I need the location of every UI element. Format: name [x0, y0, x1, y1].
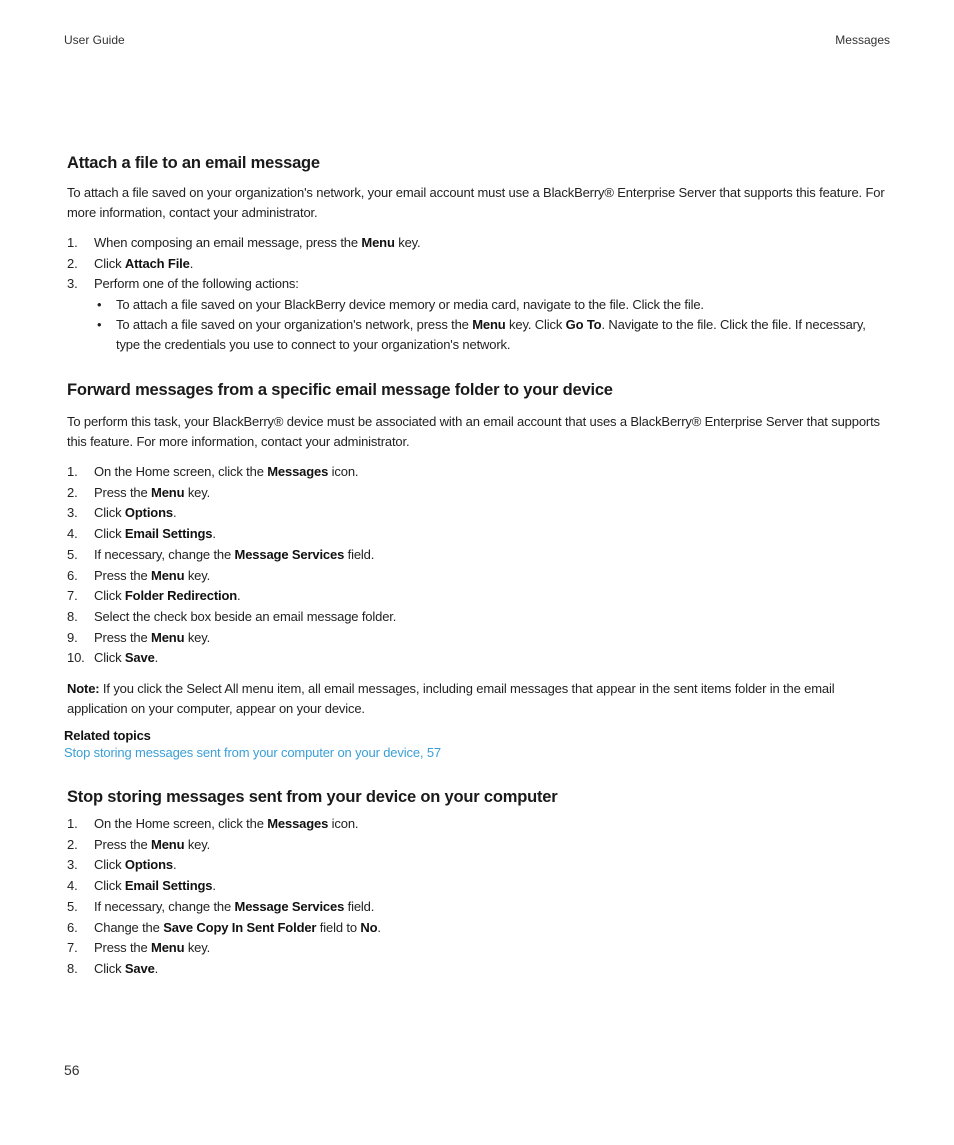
step-item: 6. Change the Save Copy In Sent Folder field to No.: [67, 919, 381, 935]
step-item: 5. If necessary, change the Message Services field.: [67, 898, 375, 914]
step-item: 3. Perform one of the following actions: • To attach a file saved on your BlackBerry device memory or media card, navigate to the file. Click the file. • To attach a file saved on your organization's network, press the Menu key. Click Go To. Navigate to the file. Click the file. If necessary, type the credentials you use to connect to your organization's network.: [67, 274, 893, 355]
step-item: 8. Select the check box beside an email message folder.: [67, 608, 397, 624]
step-item: 10. Click Save.: [67, 650, 159, 666]
sub-action-item: • To attach a file saved on your BlackBerry device memory or media card, navigate to the file. Click the file.: [97, 297, 704, 313]
step-item: 2. Press the Menu key.: [67, 484, 211, 500]
note-label: Note:: [67, 681, 100, 697]
related-topics: [64, 728, 441, 762]
step-item: 8. Click Save.: [67, 960, 159, 976]
section-stop-storing: [67, 788, 893, 980]
section-attach-file: [67, 154, 893, 355]
header-doc-title: User Guide: [64, 33, 125, 47]
step-item: 3. Click Options.: [67, 505, 177, 521]
section-heading: Stop storing messages sent from your device on your computer: [67, 788, 558, 806]
steps-list: [67, 462, 893, 669]
step-item: 3. Click Options.: [67, 857, 177, 873]
section-heading: Attach a file to an email message: [67, 154, 320, 172]
step-item: 7. Press the Menu key.: [67, 940, 211, 956]
step-item: 2. Press the Menu key.: [67, 836, 211, 852]
note-paragraph: Note: If you click the Select All menu item, all email messages, including email messages that appear in the sent items folder in the email application on your computer, appear on your device.: [67, 681, 835, 716]
step-item: 1. On the Home screen, click the Messages icon.: [67, 816, 359, 831]
step-item: 2. Click Attach File.: [67, 255, 194, 271]
header-section-title: Messages: [835, 33, 890, 47]
related-topic-link[interactable]: Stop storing messages sent from your computer on your device, 57: [64, 745, 441, 760]
step-item: 6. Press the Menu key.: [67, 567, 211, 583]
page-number: 56: [64, 1062, 80, 1078]
section-intro: To perform this task, your BlackBerry® device must be associated with an email account that uses a BlackBerry® Enterprise Server that supports this feature. For more information, contact your administrator.: [67, 414, 880, 449]
step-item: 7. Click Folder Redirection.: [67, 588, 241, 604]
section-heading: Forward messages from a specific email message folder to your device: [67, 381, 613, 399]
sub-action-item: • To attach a file saved on your organization's network, press the Menu key. Click Go To. Navigate to the file. Click the file. If necessary, type the credentials you use to connect to your organization's network.: [97, 317, 866, 353]
step-item: 9. Press the Menu key.: [67, 629, 211, 645]
section-intro: To attach a file saved on your organization's network, your email account must use a BlackBerry® Enterprise Server that supports this feature. For more information, contact your administrator.: [67, 185, 885, 220]
sub-actions-list: [67, 295, 893, 355]
step-item: 1. On the Home screen, click the Messages icon.: [67, 464, 359, 479]
step-item: 5. If necessary, change the Message Services field.: [67, 546, 375, 562]
step-item: 4. Click Email Settings.: [67, 526, 216, 542]
step-item: 1. When composing an email message, press the Menu key.: [67, 235, 421, 250]
section-forward-messages: [67, 381, 893, 718]
related-topics-title: Related topics: [64, 728, 151, 743]
steps-list: [67, 814, 893, 980]
step-item: 4. Click Email Settings.: [67, 878, 216, 894]
steps-list: [67, 233, 893, 355]
